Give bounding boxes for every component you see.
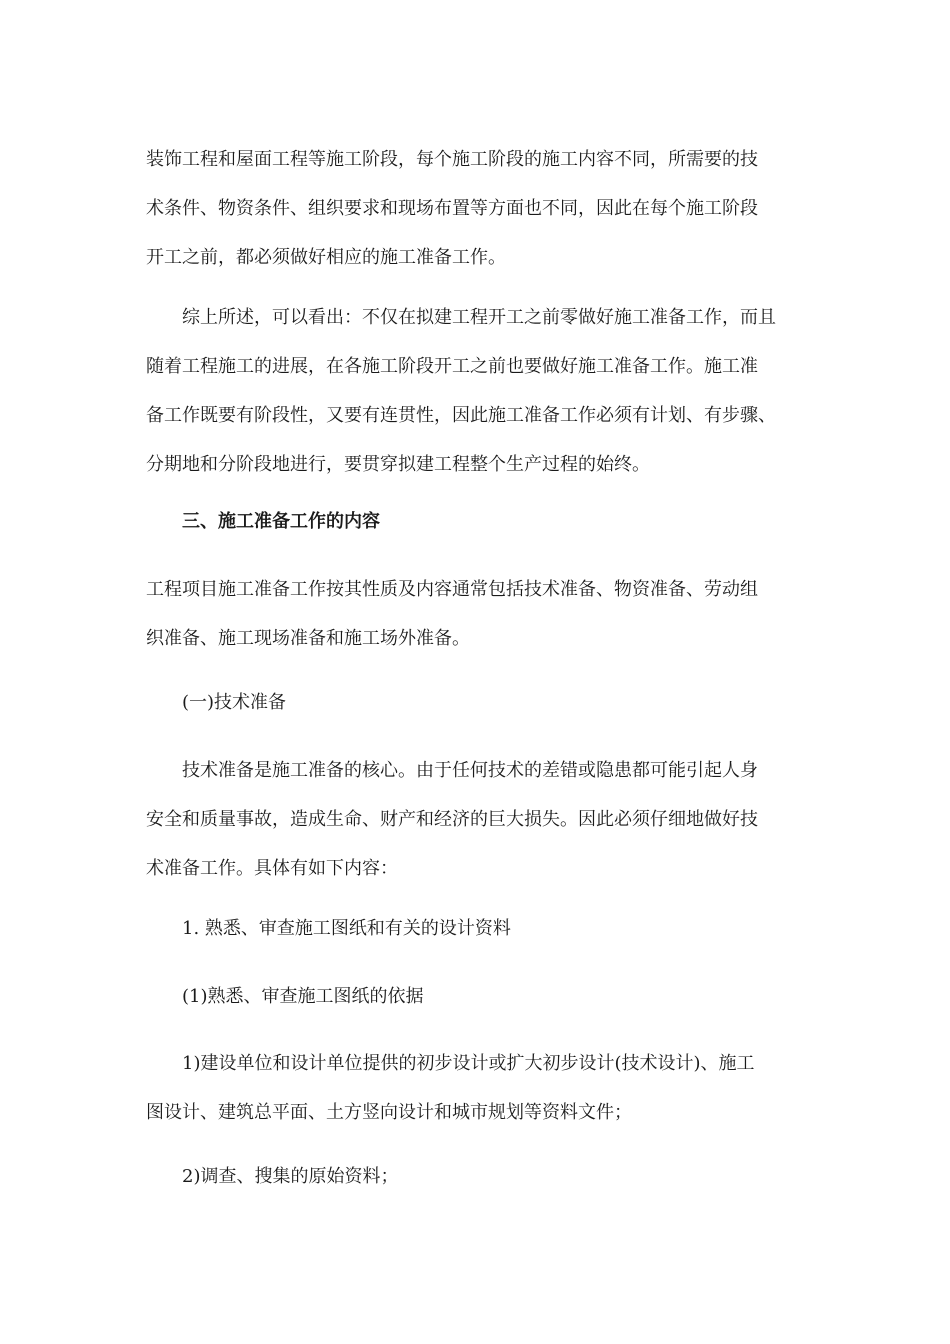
paragraph-technical-core [146, 754, 810, 886]
text-line: 织准备、施工现场准备和施工场外准备。 [146, 628, 470, 649]
text-line: 图设计、建筑总平面、土方竖向设计和城市规划等资料文件； [146, 1102, 632, 1123]
list-item-text: 1. 熟悉、审查施工图纸和有关的设计资料 [182, 918, 511, 939]
text-line: 1)建设单位和设计单位提供的初步设计或扩大初步设计(技术设计)、施工 [182, 1053, 755, 1074]
subheading-text: (一)技术准备 [182, 692, 287, 713]
list-item-text: 2)调查、搜集的原始资料； [182, 1166, 399, 1187]
text-line: 备工作既要有阶段性，又要有连贯性，因此施工准备工作必须有计划、有步骤、 [146, 405, 776, 426]
list-item-text: (1)熟悉、审查施工图纸的依据 [182, 986, 424, 1007]
item-1-1-review-basis [146, 980, 810, 1014]
text-line: 技术准备是施工准备的核心。由于任何技术的差错或隐患都可能引起人身 [182, 760, 758, 781]
paragraph-preparation-types [146, 573, 810, 656]
section-heading-preparation-content [146, 505, 810, 539]
text-line: 分期地和分阶段地进行，要贯穿拟建工程整个生产过程的始终。 [146, 454, 650, 475]
text-line: 术准备工作。具体有如下内容： [146, 858, 398, 879]
text-line: 工程项目施工准备工作按其性质及内容通常包括技术准备、物资准备、劳动组 [146, 579, 758, 600]
item-1-drawings-review [146, 912, 810, 946]
item-basis-2 [146, 1160, 810, 1194]
text-line: 综上所述，可以看出：不仅在拟建工程开工之前零做好施工准备工作，而且 [182, 307, 776, 328]
paragraph-summary [146, 301, 810, 482]
text-line: 开工之前，都必须做好相应的施工准备工作。 [146, 247, 506, 268]
text-line: 安全和质量事故，造成生命、财产和经济的巨大损失。因此必须仔细地做好技 [146, 809, 758, 830]
text-line: 术条件、物资条件、组织要求和现场布置等方面也不同，因此在每个施工阶段 [146, 198, 758, 219]
text-line: 装饰工程和屋面工程等施工阶段，每个施工阶段的施工内容不同，所需要的技 [146, 149, 758, 170]
paragraph-construction-stages [146, 143, 810, 275]
subheading-technical-preparation [146, 686, 810, 720]
item-basis-1 [146, 1047, 810, 1130]
heading-text: 三、施工准备工作的内容 [182, 511, 380, 532]
text-line: 随着工程施工的进展，在各施工阶段开工之前也要做好施工准备工作。施工准 [146, 356, 758, 377]
